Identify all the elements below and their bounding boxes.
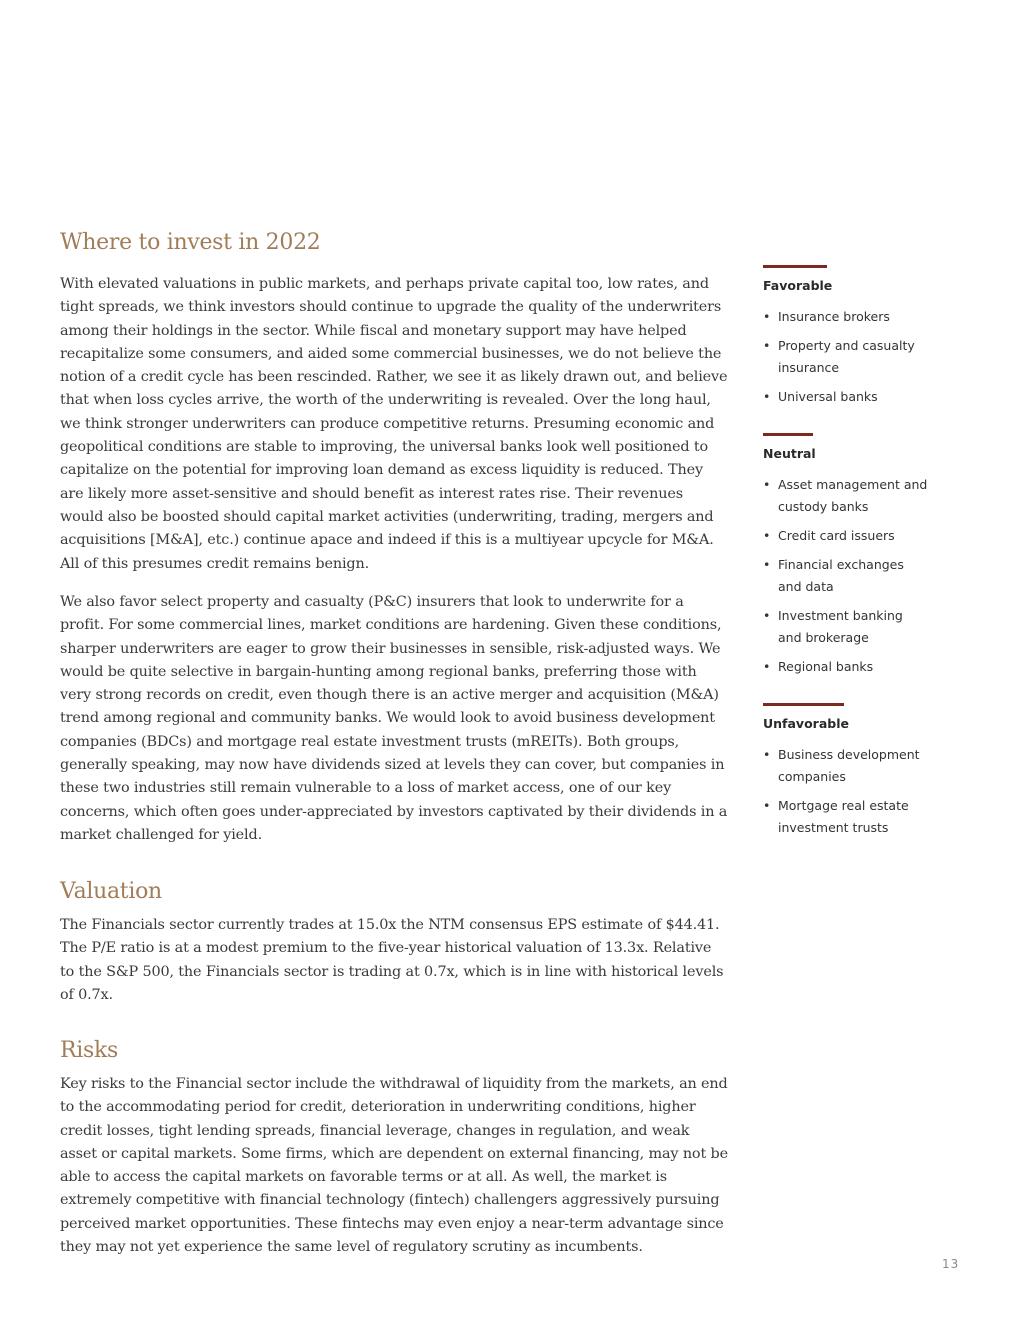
list-item bbox=[763, 795, 928, 839]
paragraph-valuation: The Financials sector currently trades at 15.0x the NTM consensus EPS estimate of $44.41. The P/E ratio is at a modest premium to the five-year historical valuation of 13.3x. Relative to the S&P 500, the Financials sector is trading at 0.7x, which is in line with historical levels of 0.7x. bbox=[60, 917, 724, 1003]
paragraph-where-to-invest-2: We also favor select property and casualty (P&C) insurers that look to underwrite for a profit. For some commercial lines, market conditions are hardening. Given these conditions, sharper underwriters are eager to grow their businesses in sensible, risk-adjusted ways. We would be quite selective in bargain-hunting among regional banks, preferring those with very strong records on credit, even though there is an active merger and acquisition (M&A) trend among regional and community banks. We would look to avoid business development companies (BDCs) and mortgage real estate investment trusts (mREITs). Both groups, generally speaking, may now have dividends sized at levels they can cover, but companies in these two industries still remain vulnerable to a loss of market access, one of our key concerns, which often goes under-appreciated by investors captivated by their dividends in a market challenged for yield. bbox=[60, 594, 728, 843]
section-title-where-to-invest: Where to invest in 2022 bbox=[60, 230, 321, 255]
favorable-group bbox=[763, 265, 963, 415]
list-item-text: Property and casualty insurance bbox=[778, 338, 915, 375]
neutral-list bbox=[763, 474, 963, 678]
bullet-icon: • bbox=[763, 798, 771, 813]
list-item bbox=[763, 554, 928, 598]
bullet-icon: • bbox=[763, 747, 771, 762]
list-item-text: Business development companies bbox=[778, 747, 920, 784]
neutral-rule bbox=[763, 433, 813, 436]
list-item-text: Universal banks bbox=[778, 389, 878, 404]
list-item-text: Credit card issuers bbox=[778, 528, 895, 543]
neutral-title: Neutral bbox=[763, 446, 816, 461]
favorable-title: Favorable bbox=[763, 278, 833, 293]
list-item bbox=[763, 525, 928, 547]
bullet-icon: • bbox=[763, 659, 771, 674]
list-item bbox=[763, 386, 928, 408]
bullet-icon: • bbox=[763, 528, 771, 543]
bullet-icon: • bbox=[763, 389, 771, 404]
unfavorable-group bbox=[763, 703, 963, 846]
list-item bbox=[763, 656, 928, 678]
list-item-text: Asset management and custody banks bbox=[778, 477, 928, 514]
list-item bbox=[763, 474, 928, 518]
list-item-text: Financial exchanges and data bbox=[778, 557, 904, 594]
page-number: 13 bbox=[942, 1257, 960, 1271]
section-title-risks: Risks bbox=[60, 1038, 119, 1063]
bullet-icon: • bbox=[763, 557, 771, 572]
list-item-text: Mortgage real estate investment trusts bbox=[778, 798, 909, 835]
paragraph-risks: Key risks to the Financial sector include the withdrawal of liquidity from the markets, an end to the accommodating period for credit, deterioration in underwriting conditions, higher credit losses, tight lending spreads, financial leverage, changes in regulation, and weak asset or capital markets. Some firms, which are dependent on external financing, may not be able to access the capital markets on favorable terms or at all. As well, the market is extremely competitive with financial technology (fintech) challengers aggressively pursuing perceived market opportunities. These fintechs may even enjoy a near-term advantage since they may not yet experience the same level of regulatory scrutiny as incumbents. bbox=[60, 1076, 728, 1256]
list-item-text: Regional banks bbox=[778, 659, 874, 674]
paragraph-where-to-invest-1: With elevated valuations in public markets, and perhaps private capital too, low rates, and tight spreads, we think investors should continue to upgrade the quality of the underwriters among their holdings in the sector. While fiscal and monetary support may have helped recapitalize some consumers, and aided some commercial businesses, we do not believe the notion of a credit cycle has been rescinded. Rather, we see it as likely drawn out, and believe that when loss cycles arrive, the worth of the underwriting is revealed. Over the long haul, we think stronger underwriters can produce competitive returns. Presuming economic and geopolitical conditions are stable to improving, the universal banks look well positioned to capitalize on the potential for improving loan demand as excess liquidity is reduced. They are likely more asset-sensitive and should benefit as interest rates rise. Their revenues would also be boosted should capital market activities (underwriting, trading, mergers and acquisitions [M&A], etc.) continue apace and indeed if this is a multiyear upcycle for M&A. All of this presumes credit remains benign. bbox=[60, 276, 728, 572]
unfavorable-title: Unfavorable bbox=[763, 716, 849, 731]
favorable-rule bbox=[763, 265, 827, 268]
bullet-icon: • bbox=[763, 338, 771, 353]
bullet-icon: • bbox=[763, 477, 771, 492]
section-title-valuation: Valuation bbox=[60, 879, 162, 904]
bullet-icon: • bbox=[763, 309, 771, 324]
neutral-group bbox=[763, 433, 963, 685]
unfavorable-rule bbox=[763, 703, 844, 706]
unfavorable-list bbox=[763, 744, 963, 839]
list-item-text: Investment banking and brokerage bbox=[778, 608, 903, 645]
list-item-text: Insurance brokers bbox=[778, 309, 890, 324]
bullet-icon: • bbox=[763, 608, 771, 623]
list-item bbox=[763, 306, 928, 328]
list-item bbox=[763, 605, 928, 649]
favorable-list bbox=[763, 306, 963, 408]
list-item bbox=[763, 744, 928, 788]
list-item bbox=[763, 335, 928, 379]
